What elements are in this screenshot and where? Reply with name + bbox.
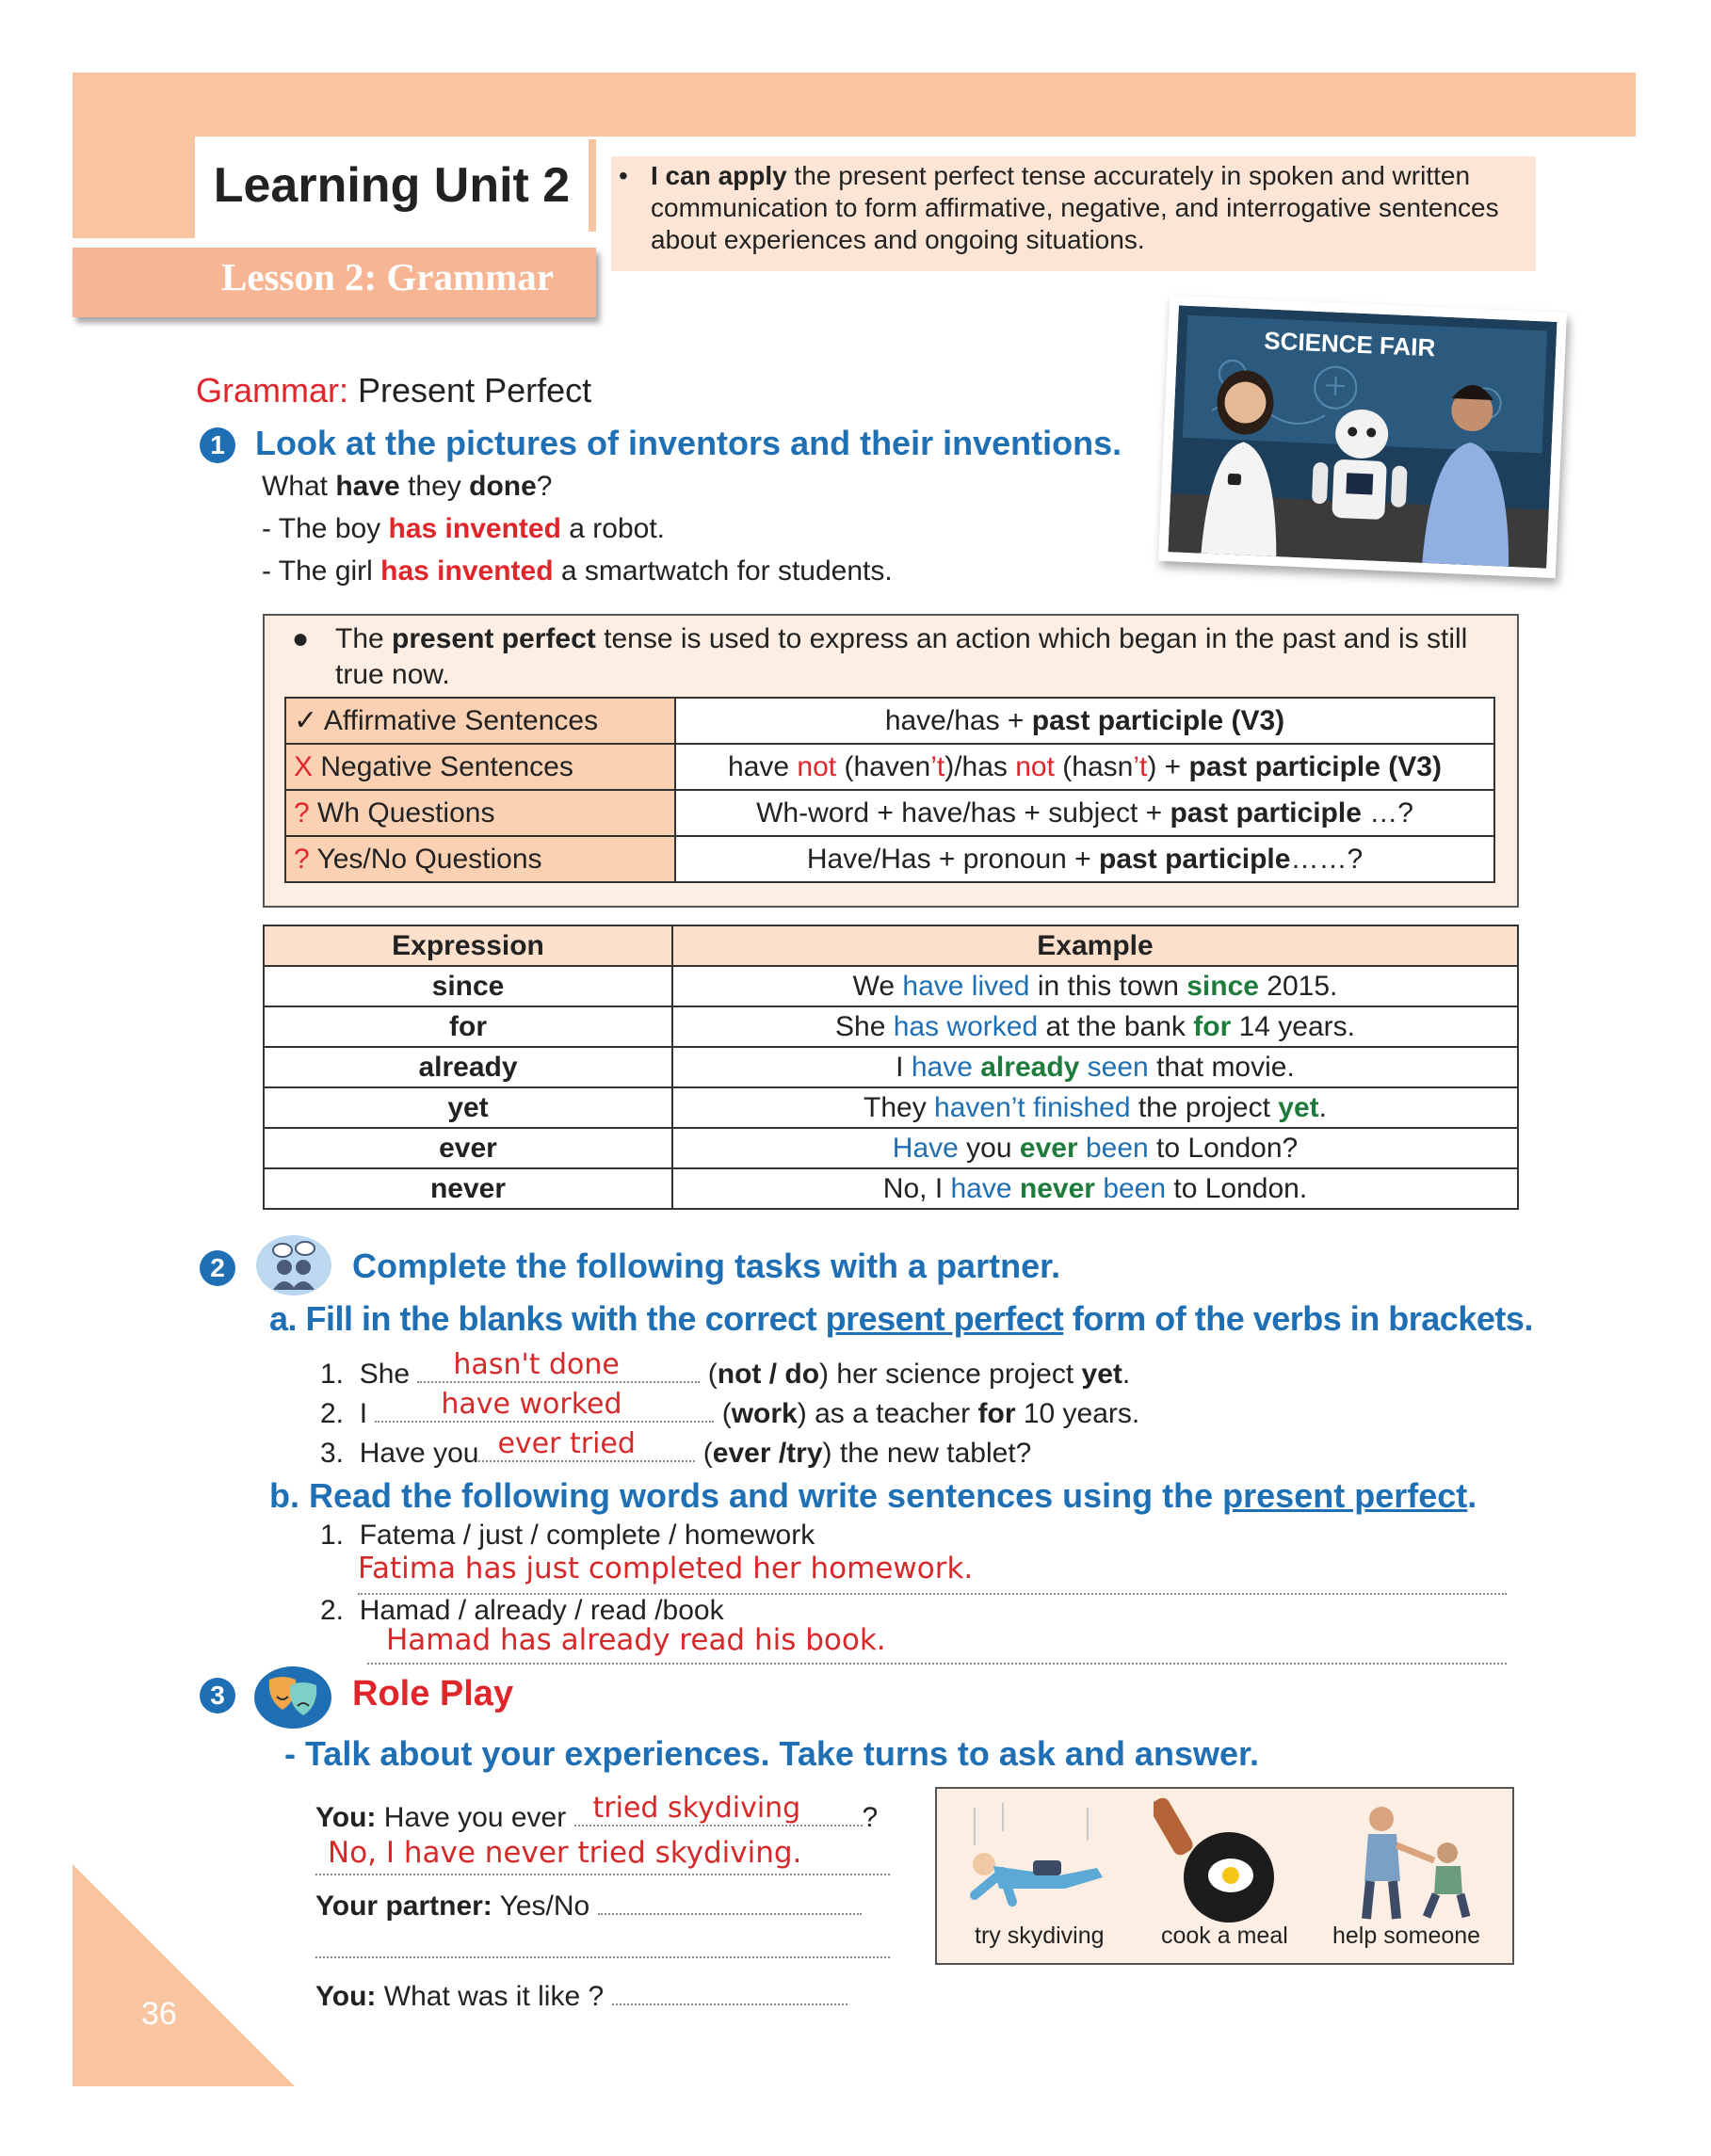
expressions-table: [263, 925, 1519, 1210]
section-1-badge: 1: [200, 427, 235, 463]
rule-type: X Negative Sentences: [285, 744, 675, 790]
header-band: [73, 72, 1636, 137]
section-3-subtitle: - Talk about your experiences. Take turns to ask and answer.: [284, 1734, 1260, 1773]
unit-title: [195, 139, 596, 232]
table-row: [285, 698, 1494, 744]
task-a-instruction: a. Fill in the blanks with the correct present perfect form of the verbs in brackets.: [269, 1299, 1533, 1338]
activity-label: help someone: [1332, 1923, 1481, 1949]
section-3-title: Role Play: [352, 1674, 514, 1714]
helping-people-icon: [1342, 1798, 1493, 1921]
drama-masks-icon-svg: [254, 1666, 331, 1729]
partner-talk-icon: [256, 1235, 331, 1295]
activity-label: cook a meal: [1161, 1923, 1288, 1949]
example-cell: No, I have never been to London.: [672, 1168, 1518, 1209]
fill-item: 2. I have worked (work) as a teacher for 10 years.: [320, 1388, 1140, 1429]
answer-line: [315, 1872, 890, 1875]
activity-pictures: [935, 1787, 1514, 1965]
expression-cell: for: [264, 1006, 672, 1047]
answer-line: [367, 1661, 1507, 1665]
learning-objective: [611, 156, 1536, 271]
page-corner: [73, 1864, 295, 2086]
table-row: [285, 836, 1494, 882]
sign-text: SCIENCE FAIR: [1263, 326, 1436, 362]
write-answer[interactable]: Fatima has just completed her homework.: [358, 1552, 974, 1585]
dialogue-answer[interactable]: No, I have never tried skydiving.: [328, 1836, 802, 1870]
answer-line: [315, 1955, 890, 1958]
rule-type: ? Wh Questions: [285, 790, 675, 836]
column-header: Example: [672, 925, 1518, 966]
dialogue-line: Your partner: Yes/No: [315, 1885, 862, 1923]
dialogue-line: You: What was it like ?: [315, 1975, 847, 2013]
write-answer[interactable]: Hamad has already read his book.: [386, 1623, 886, 1657]
example-cell: We have lived in this town since 2015.: [672, 966, 1518, 1006]
expression-cell: ever: [264, 1128, 672, 1168]
table-row: [264, 1006, 1518, 1047]
science-fair-photo: [1158, 296, 1567, 578]
rule-formula: have/has + past participle (V3): [675, 698, 1494, 744]
bullet-icon: ●: [292, 623, 310, 654]
table-row: [285, 790, 1494, 836]
section-1-title: Look at the pictures of inventors and their inventions.: [255, 424, 1122, 462]
table-row: [264, 1168, 1518, 1209]
task-b-instruction: b. Read the following words and write sentences using the present perfect.: [269, 1476, 1477, 1515]
objective-text: the present perfect tense accurately in spoken and written communication to form affirmative, negative, and interrogative sentences about experiences and ongoing situations.: [651, 161, 1499, 254]
grammar-topic: Present Perfect: [358, 371, 592, 410]
blank-field[interactable]: hasn't done: [417, 1353, 700, 1383]
drama-masks-icon: [254, 1666, 331, 1729]
table-row: [264, 1128, 1518, 1168]
grammar-heading: [196, 371, 591, 410]
partner-talk-icon-svg: [256, 1235, 331, 1295]
section-1-answer: - The boy has invented a robot.: [262, 513, 665, 544]
rule-type: ✓ Affirmative Sentences: [285, 698, 675, 744]
rule-type: ? Yes/No Questions: [285, 836, 675, 882]
section-1-answer: - The girl has invented a smartwatch for students.: [262, 555, 893, 587]
section-1-question: What have they done?: [262, 471, 553, 502]
rule-formula: Have/Has + pronoun + past participle……?: [675, 836, 1494, 882]
example-cell: Have you ever been to London?: [672, 1128, 1518, 1168]
fill-item: 3. Have you ever tried (ever /try) the new tablet?: [320, 1427, 1032, 1469]
table-header-row: [264, 925, 1518, 966]
example-cell: They haven’t finished the project yet.: [672, 1087, 1518, 1128]
example-cell: She has worked at the bank for 14 years.: [672, 1006, 1518, 1047]
frying-pan-icon: [1154, 1793, 1295, 1924]
section-3-badge: 3: [200, 1678, 235, 1714]
blank-field[interactable]: have worked: [375, 1392, 714, 1423]
table-row: [285, 744, 1494, 790]
column-header: Expression: [264, 925, 672, 966]
expression-cell: since: [264, 966, 672, 1006]
table-row: [264, 966, 1518, 1006]
table-row: [264, 1087, 1518, 1128]
fill-item: 1. She hasn't done (not / do) her science project yet.: [320, 1348, 1131, 1390]
rule-formula: Wh-word + have/has + subject + past participle …?: [675, 790, 1494, 836]
expression-cell: yet: [264, 1087, 672, 1128]
grammar-label: Grammar:: [196, 371, 348, 410]
header-side-band: [73, 72, 195, 238]
section-2-title: Complete the following tasks with a partner.: [352, 1247, 1061, 1285]
write-prompt: 1. Fatema / just / complete / homework: [320, 1520, 815, 1551]
blank-field[interactable]: ever tried: [478, 1432, 695, 1462]
unit-title-text: Learning Unit 2: [213, 158, 571, 213]
example-cell: I have already seen that movie.: [672, 1047, 1518, 1087]
activity-label: try skydiving: [975, 1923, 1105, 1949]
dialogue-line: You: Have you ever tried skydiving ?: [315, 1792, 879, 1833]
write-prompt: 2. Hamad / already / read /book: [320, 1595, 724, 1626]
blank-field[interactable]: tried skydiving: [574, 1796, 863, 1826]
objective-bold: I can apply: [651, 161, 787, 190]
section-2-badge: 2: [200, 1250, 235, 1286]
expression-cell: already: [264, 1047, 672, 1087]
rule-formula: have not (haven’t)/has not (hasn’t) + past participle (V3): [675, 744, 1494, 790]
rules-table: [284, 697, 1495, 883]
page-number: 36: [141, 1996, 177, 2032]
science-fair-illustration: [1168, 305, 1557, 568]
bullet-icon: •: [619, 161, 628, 190]
table-row: [264, 1047, 1518, 1087]
expression-cell: never: [264, 1168, 672, 1209]
skydiver-icon: [946, 1798, 1125, 1921]
blank-field[interactable]: [598, 1885, 862, 1915]
lesson-title: Lesson 2: Grammar: [221, 255, 555, 298]
blank-field[interactable]: [612, 1975, 847, 2005]
